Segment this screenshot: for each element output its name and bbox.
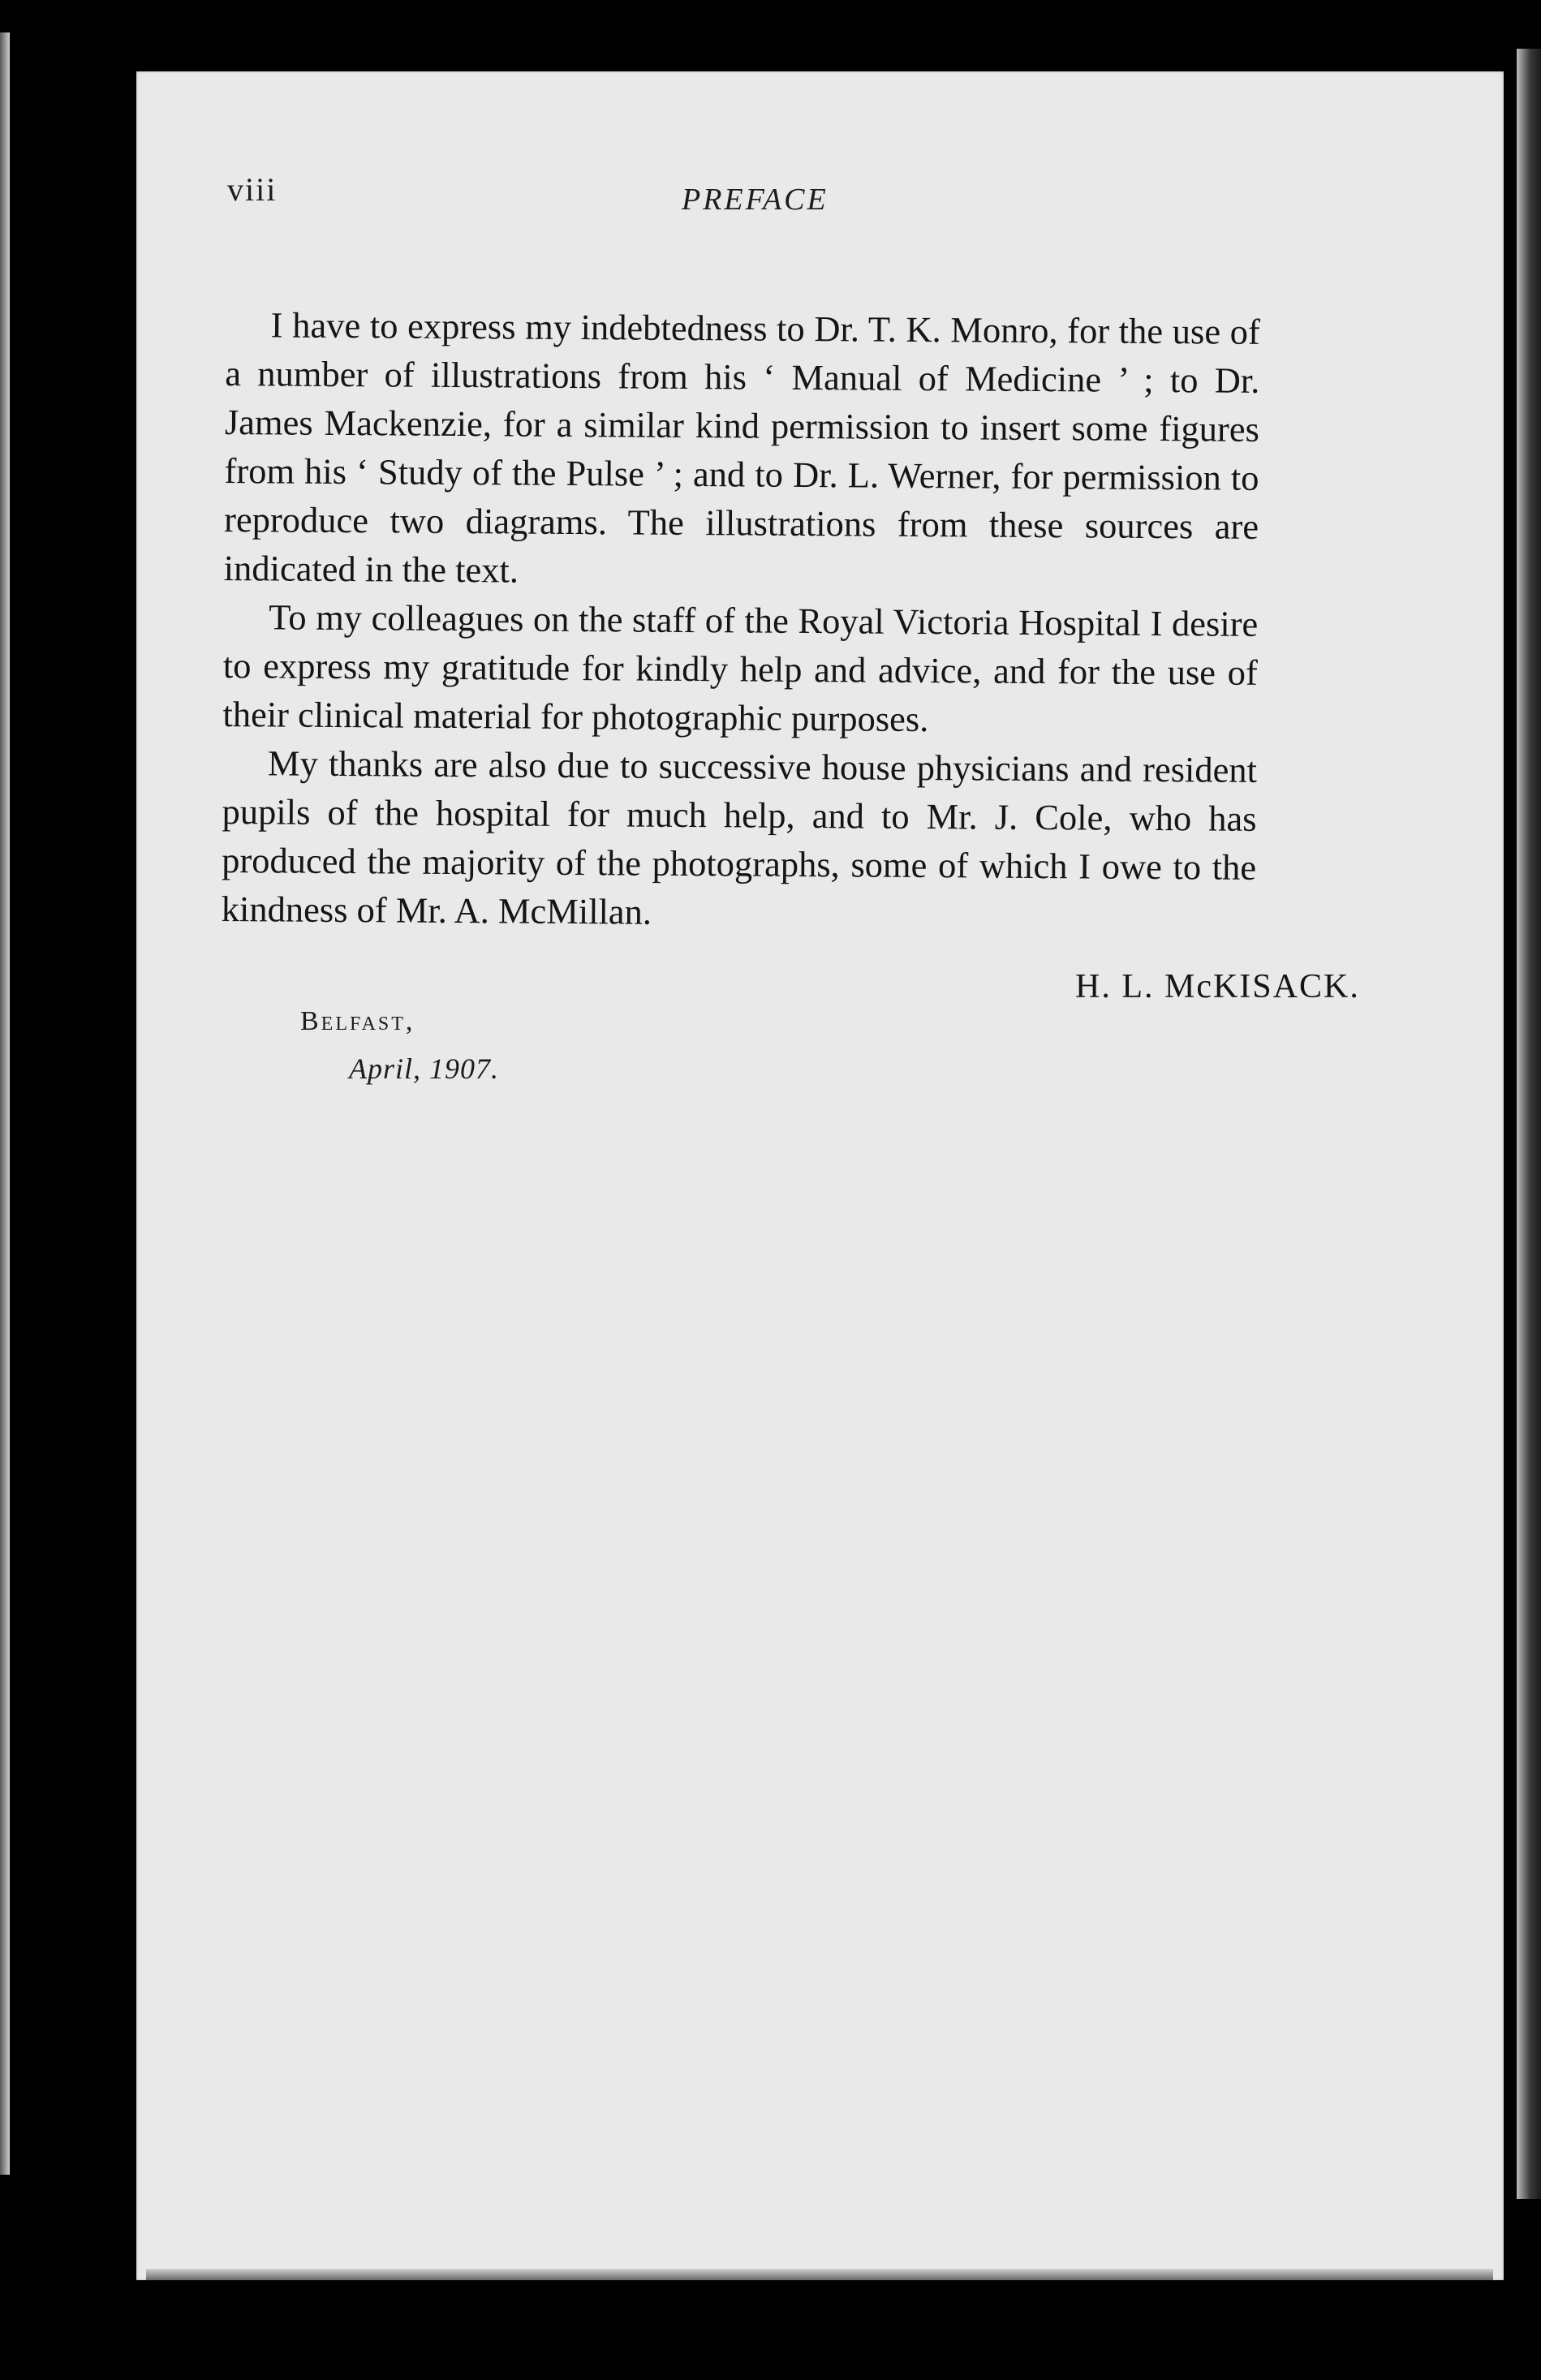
author-signature: H. L. McKISACK. <box>1075 968 1360 1005</box>
paragraph-acknowledgements: I have to express my indebtedness to Dr. T. K. Monro, for the use of a number of illustrations from his ‘ Manual of Medicine ’ ; to Dr. James Mackenzie, for a similar kind permission to insert some figures from his ‘ Study of the Pulse ’ ; and to Dr. L. Werner, for permission to reproduce two diagrams. The illustrations from these sources are indicated in the text. <box>223 304 1260 591</box>
page-bottom-edge <box>146 2269 1493 2280</box>
page-number: viii <box>227 171 278 208</box>
paragraph-colleagues: To my colleagues on the staff of the Royal Victoria Hospital I desire to express my gratitude for kindly help and advice, and for the use of their clinical material for photographic purposes. <box>222 596 1259 740</box>
paragraph-thanks: My thanks are also due to successive house physicians and resident pupils of the hospital for much help, and to Mr. J. Cole, who has produced the majority of the photographs, some of which I owe to the kindness of Mr. A. McMillan. <box>221 742 1258 932</box>
running-head: PREFACE <box>682 183 829 217</box>
preface-body <box>222 300 1260 940</box>
place-line: Belfast, <box>300 1006 415 1036</box>
page-edge-shadow <box>1517 49 1541 2199</box>
book-spine-shadow <box>0 32 10 2175</box>
date-line: April, 1907. <box>349 1052 500 1085</box>
